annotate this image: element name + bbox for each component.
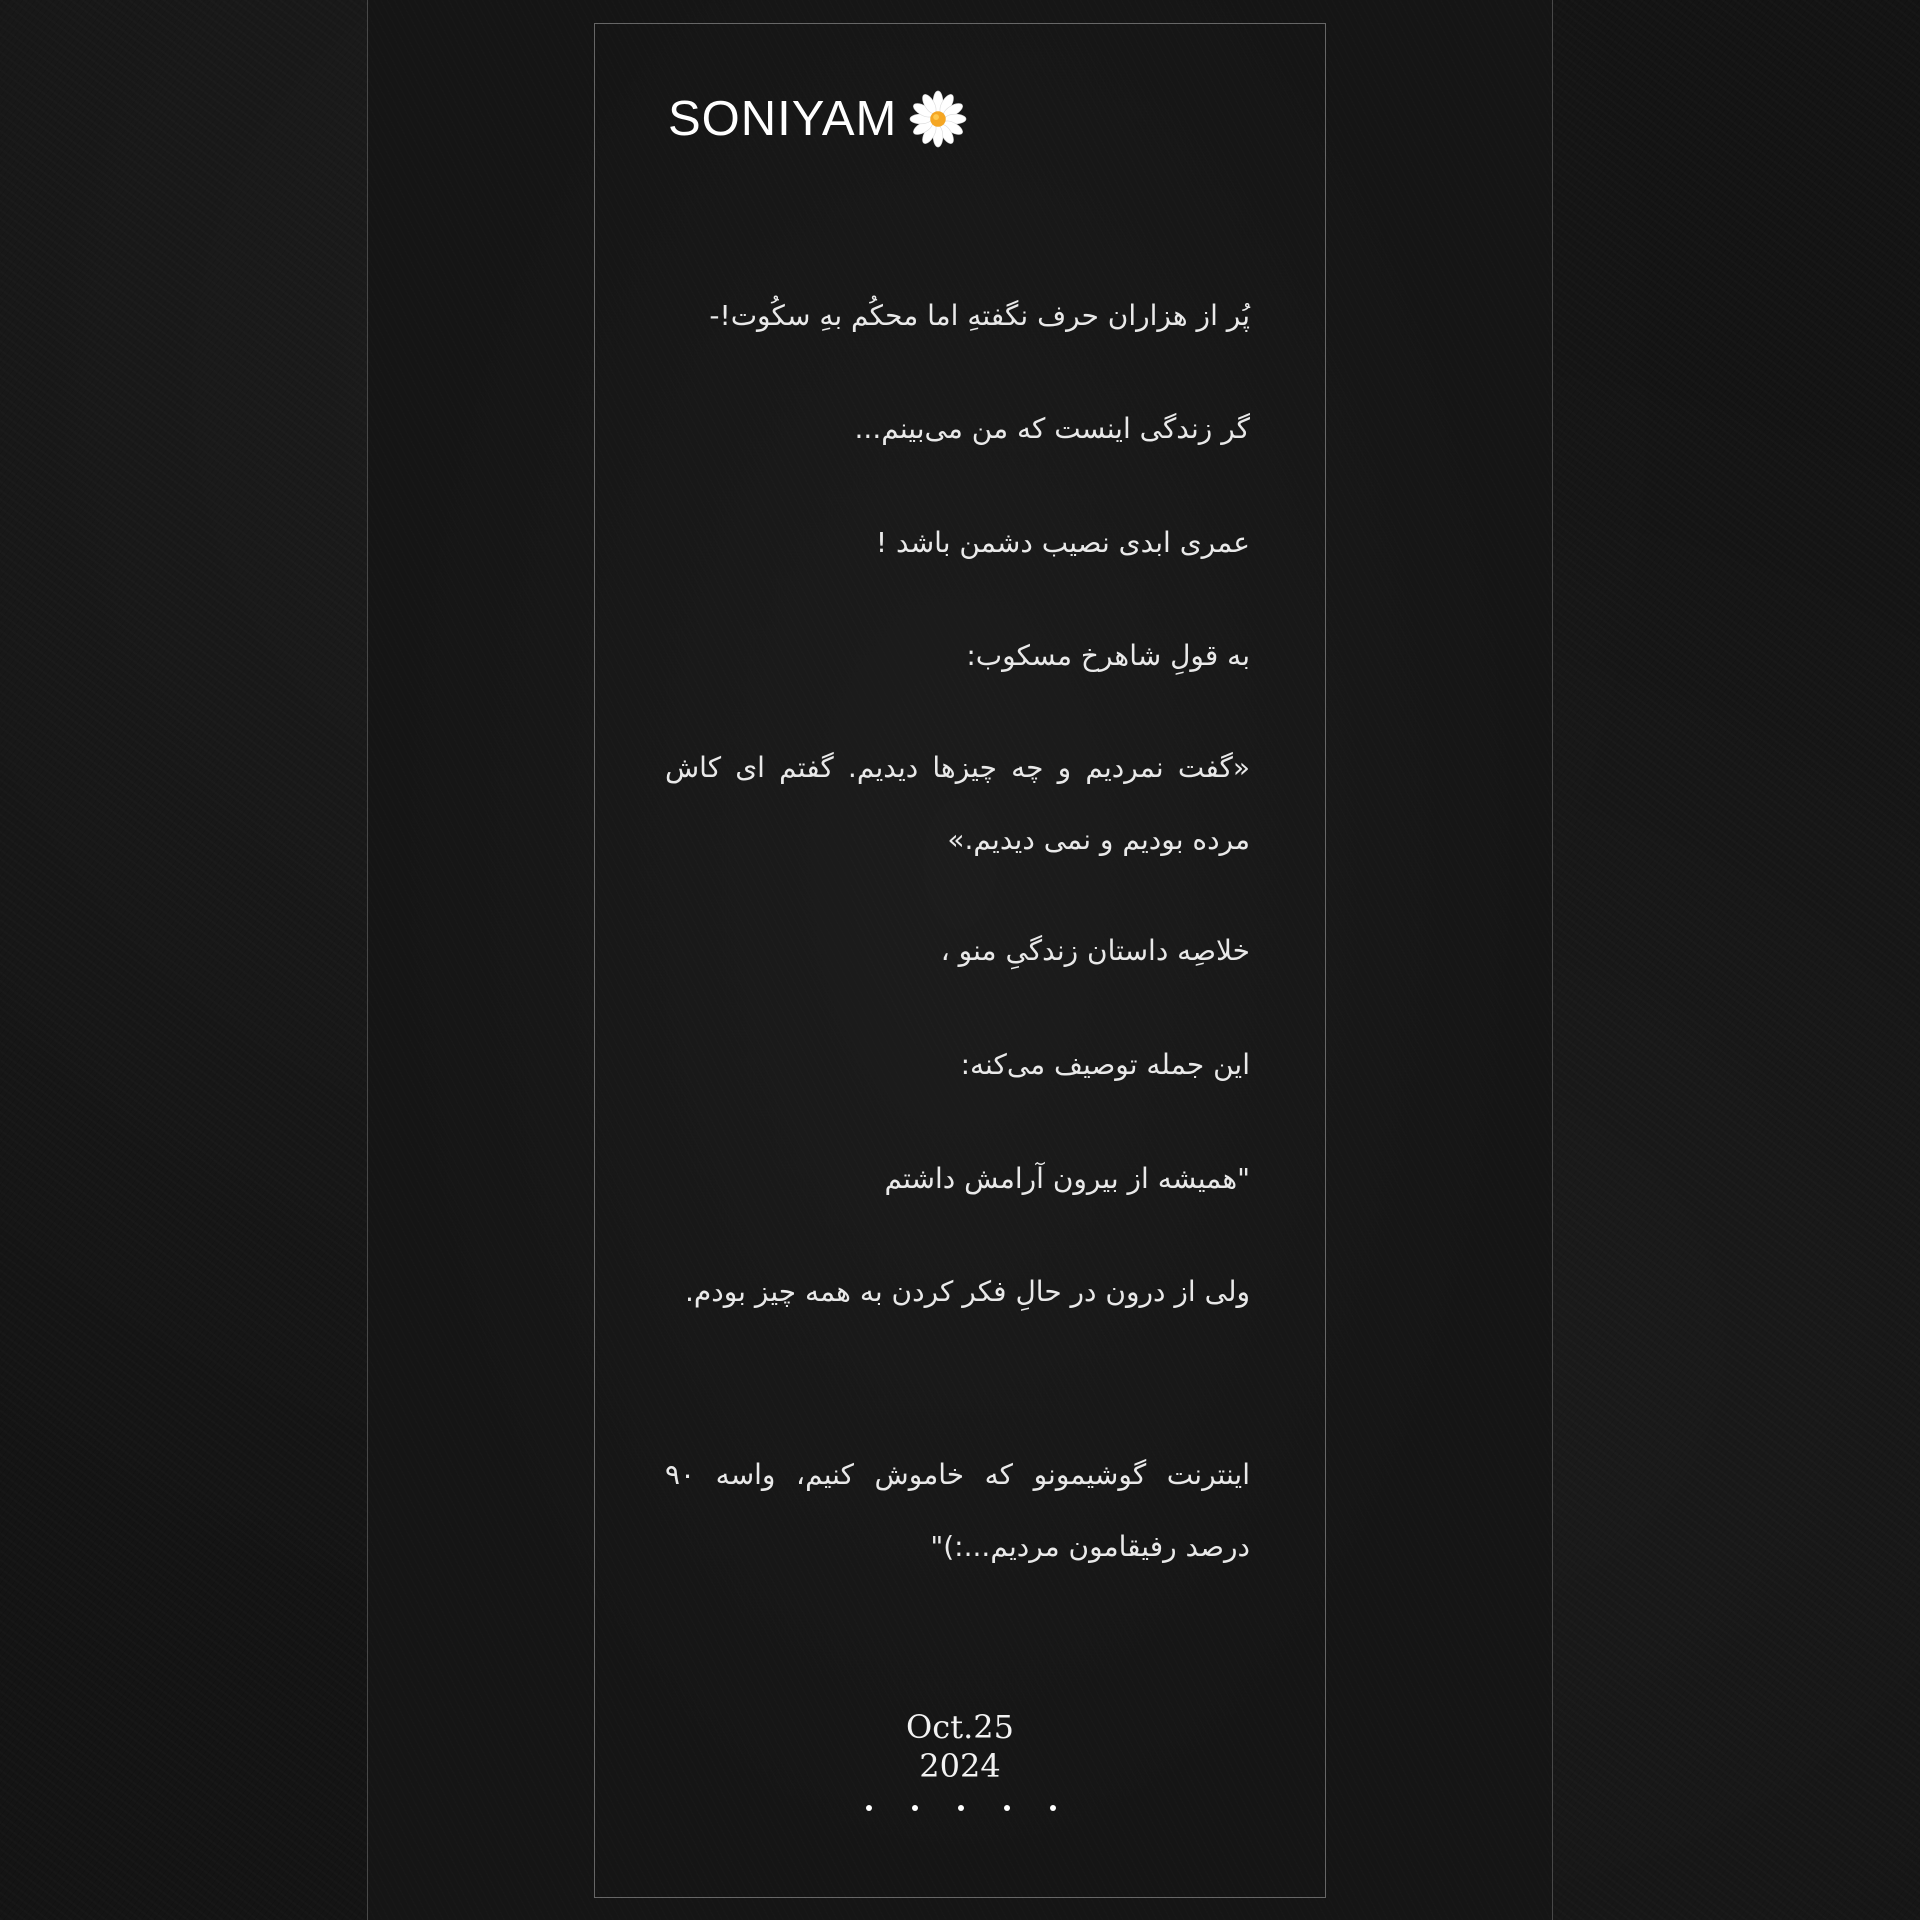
date-year: 2024 xyxy=(919,1747,1001,1785)
dot-4 xyxy=(1004,1805,1010,1811)
text-line-8: "همیشه از بیرون آرامش داشتم xyxy=(884,1162,1250,1195)
dot-2 xyxy=(912,1805,918,1811)
dot-5 xyxy=(1050,1805,1056,1811)
brand-title: SONIYAM xyxy=(668,91,898,146)
text-line-1: پُر از هزاران حرف نگفتهِ اما محکُم بهِ سکُوت!- xyxy=(709,299,1250,332)
story-header xyxy=(668,88,967,150)
text-paragraph-internet: اینترنت گوشیمونو که خاموش کنیم، واسه ۹۰ درصد رفیقامون مردیم...:)" xyxy=(665,1458,1250,1563)
dot-1 xyxy=(866,1805,872,1811)
text-line-3: عمری ابدی نصیب دشمن باشد ! xyxy=(875,526,1250,559)
date-month-day: Oct.25 xyxy=(906,1708,1014,1746)
dot-3 xyxy=(958,1805,964,1811)
text-line-7: این جمله توصیف می‌کنه: xyxy=(960,1048,1250,1081)
text-paragraph-quote: «گفت نمردیم و چه چیزها دیدیم. گفتم ای کاش مرده بودیم و نمی دیدیم.» xyxy=(665,751,1250,856)
text-line-4: به قولِ شاهرخ مسکوب: xyxy=(966,639,1250,672)
daisy-icon xyxy=(909,90,967,148)
date-stamp xyxy=(860,1708,1060,1786)
text-paragraph-thoughts: ولی از درون در حالِ فکر کردن به همه چیز بودم. xyxy=(685,1275,1250,1308)
text-line-6: خلاصِه داستان زندگیِ منو ، xyxy=(940,934,1250,967)
text-line-2: گر زندگی اینست که من می‌بینم... xyxy=(854,412,1250,445)
dot-divider xyxy=(866,1805,1056,1815)
